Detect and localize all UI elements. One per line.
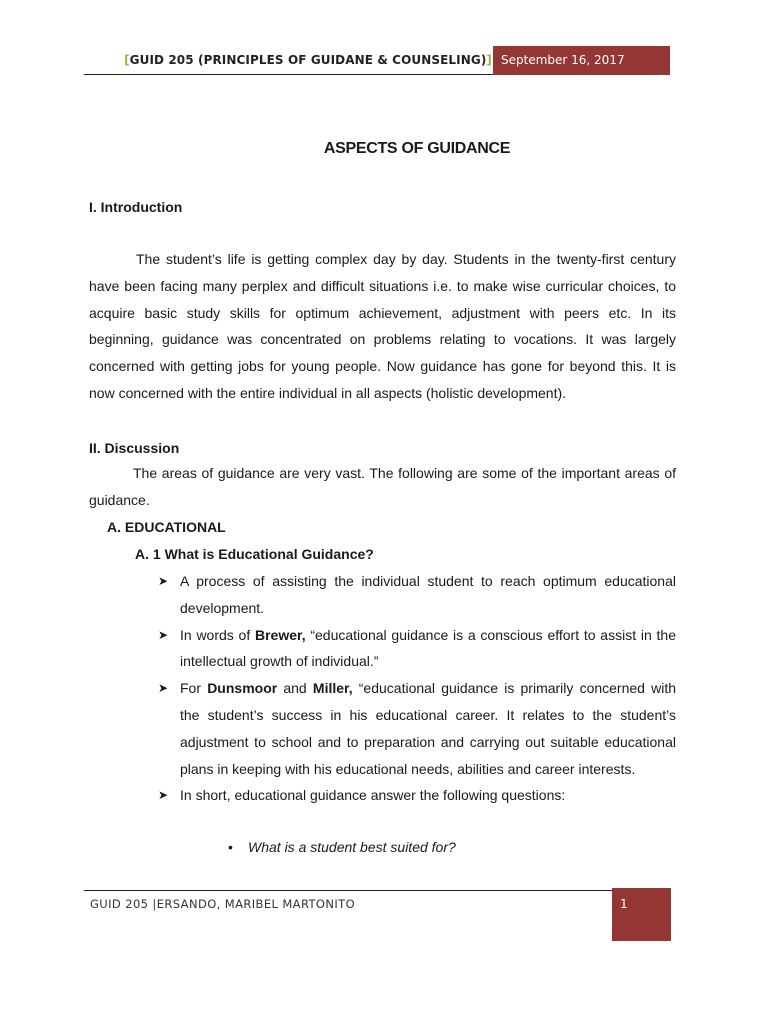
list-item-text: In words of	[180, 626, 255, 643]
document-title: ASPECTS OF GUIDANCE	[323, 140, 511, 157]
bracket-open: [	[124, 53, 130, 67]
header-date: September 16, 2017	[493, 46, 670, 75]
author-name-miller: Miller,	[312, 680, 353, 697]
list-item	[158, 568, 676, 622]
arrowhead-bullet-icon: ➤	[158, 788, 169, 803]
section-educational-heading: A. EDUCATIONAL	[107, 519, 226, 535]
introduction-paragraph: The student’s life is getting complex day by day. Students in the twenty-first century have been facing many perplex and difficult situations i.e. to make wise curricular choices, to acquire basic study skills for optimum achievement, adjustment with peers etc. In its beginning, guidance was concentrated on problems relating to vocations. It was largely concerned with getting jobs for young people. Now guidance has gone for beyond this. It is now concerned with the entire individual in all aspects (holistic development).	[89, 251, 676, 401]
course-title	[124, 53, 492, 67]
list-item-text: A process of assisting the individual student to reach optimum educational development.	[180, 573, 676, 616]
educational-guidance-list	[158, 568, 676, 809]
list-item	[158, 675, 676, 782]
list-item	[158, 622, 676, 676]
course-title-text: GUID 205 (PRINCIPLES OF GUIDANE & COUNSELING)	[129, 53, 487, 67]
list-item-text: “educational guidance is a conscious effort to assist in the intellectual growth of individual.”	[180, 626, 676, 670]
round-bullet-icon: •	[228, 839, 233, 855]
discussion-paragraph: The areas of guidance are very vast. The following are some of the important areas of guidance.	[89, 465, 676, 508]
discussion-heading: II. Discussion	[89, 440, 180, 456]
list-item	[158, 782, 676, 809]
arrowhead-bullet-icon: ➤	[158, 627, 169, 642]
sub-list-item-text: What is a student best suited for?	[248, 839, 456, 855]
page-header	[84, 46, 670, 75]
page-footer	[84, 888, 671, 941]
author-name-dunsmoor: Dunsmoor	[207, 680, 278, 697]
sub-list-item	[228, 839, 456, 855]
list-item-text: and	[277, 680, 313, 697]
bracket-close: ]	[486, 53, 492, 67]
list-item-text: “educational guidance is primarily concerned with the student’s success in his educational career. It relates to the student’s adjustment to school and to preparation and carrying out suitable educational plans in keeping with his educational needs, abilities and career interests.	[180, 680, 677, 777]
header-divider	[84, 74, 493, 75]
footer-author: GUID 205 |ERSANDO, MARIBEL MARTONITO	[90, 897, 356, 911]
list-item-text: For	[180, 680, 208, 697]
section-a1-heading: A. 1 What is Educational Guidance?	[135, 546, 374, 562]
list-item-text: In short, educational guidance answer the following questions:	[180, 787, 566, 804]
author-name-brewer: Brewer,	[255, 626, 306, 643]
page-number: 1	[612, 888, 671, 941]
arrowhead-bullet-icon: ➤	[158, 574, 169, 588]
introduction-heading: I. Introduction	[89, 199, 183, 215]
footer-divider	[84, 890, 612, 891]
arrowhead-bullet-icon: ➤	[158, 681, 169, 696]
